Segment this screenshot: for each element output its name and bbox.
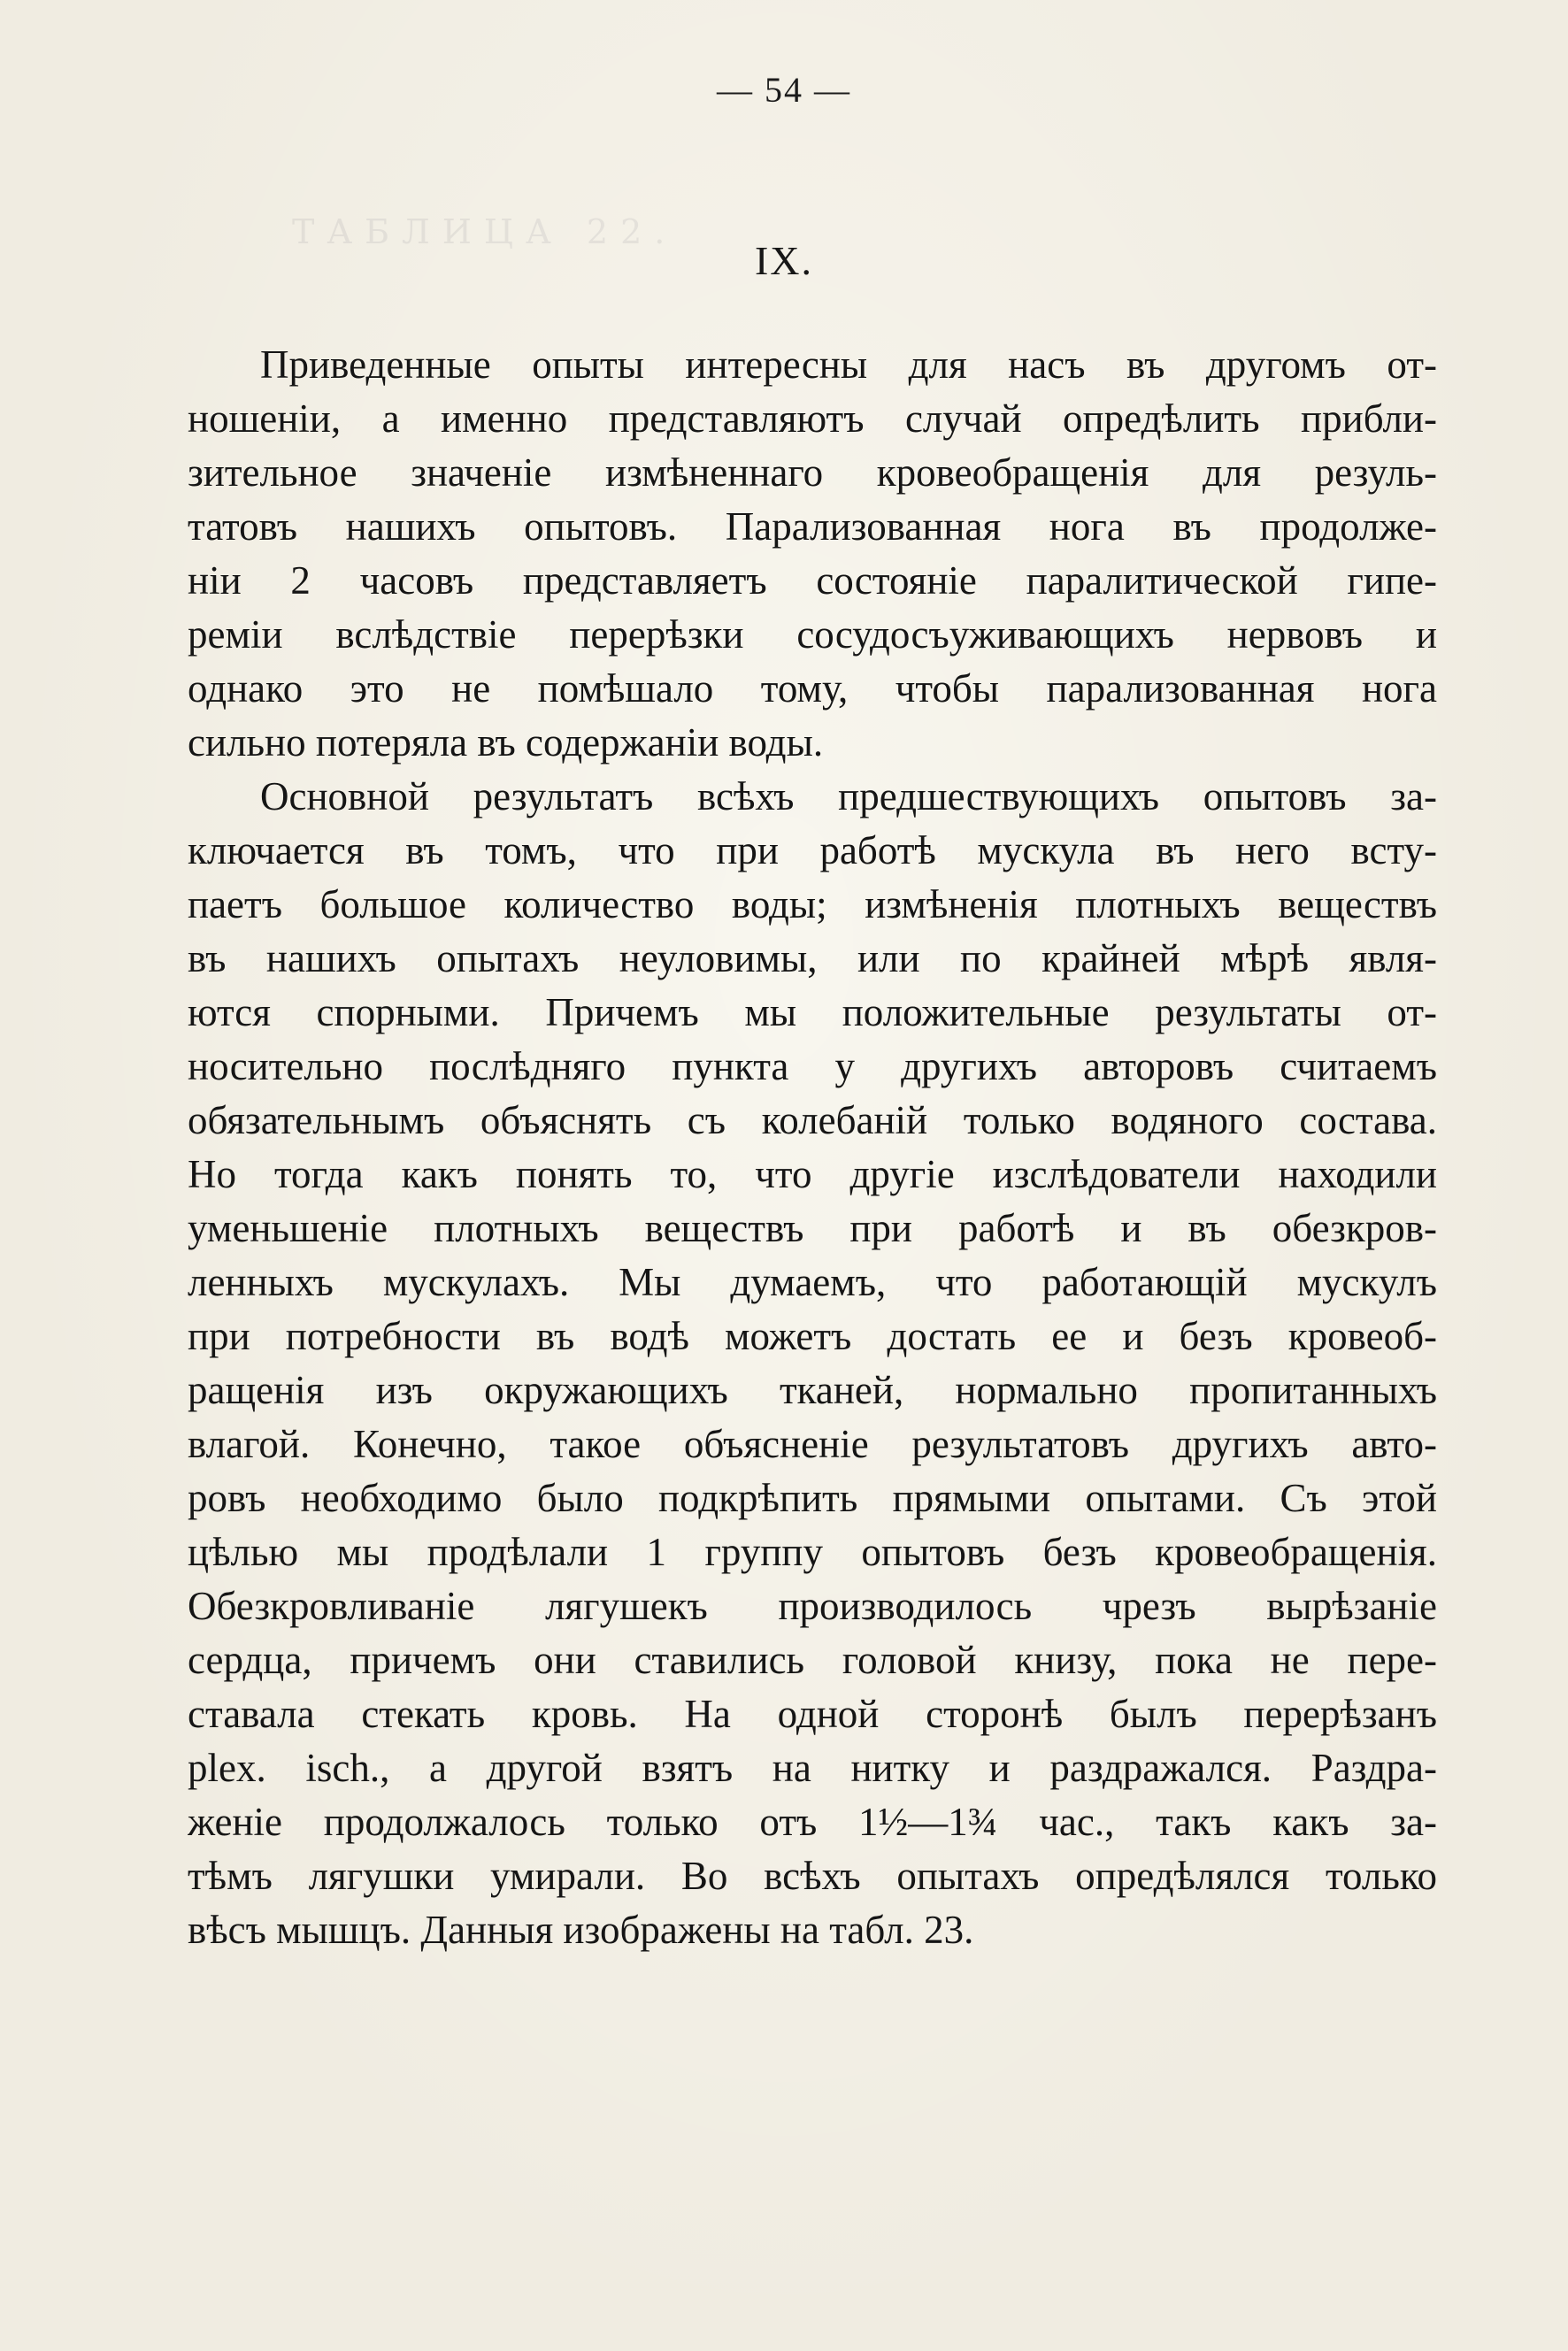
text-line: Приведенные опыты интересны для насъ въ другомъ от- [260,342,1437,387]
text-line: носительно послѣдняго пункта у другихъ авторовъ считаемъ [188,1044,1437,1088]
text-line: тѣмъ лягушки умирали. Во всѣхъ опытахъ опредѣлялся только [188,1854,1437,1898]
text-line: ключается въ томъ, что при работѣ мускула въ него всту- [188,828,1437,872]
text-line: сильно потеряла въ содержаніи воды. [188,720,824,764]
text-line: ношеніи, а именно представляютъ случай опредѣлить прибли- [188,396,1437,441]
page-number: — 54 — [717,70,851,110]
text-line: зительное значеніе измѣненнаго кровеобращенія для резуль- [188,450,1437,495]
text-line: влагой. Конечно, такое объясненіе результатовъ другихъ авто- [188,1422,1437,1466]
text-line: ставала стекать кровь. На одной сторонѣ былъ перерѣзанъ [188,1692,1437,1736]
text-line: вѣсъ мышцъ. Данныя изображены на табл. 23. [188,1908,974,1952]
text-line: татовъ нашихъ опытовъ. Парализованная нога въ продолже- [188,504,1437,549]
text-line: Основной результатъ всѣхъ предшествующихъ опытовъ за- [260,774,1437,818]
text-line: ніи 2 часовъ представляетъ состояніе паралитической гипе- [188,558,1437,603]
body-text [188,338,1437,1957]
text-line: реміи вслѣдствіе перерѣзки сосудосъуживающихъ нервовъ и [188,612,1437,657]
text-line: Но тогда какъ понять то, что другіе изслѣдователи находили [188,1152,1437,1196]
text-line: уменьшеніе плотныхъ веществъ при работѣ и въ обезкров- [188,1206,1437,1250]
text-line: Обезкровливаніе лягушекъ производилось чрезъ вырѣзаніе [188,1584,1437,1628]
text-line: ращенія изъ окружающихъ тканей, нормально пропитанныхъ [188,1368,1437,1412]
text-line: паетъ большое количество воды; измѣненія плотныхъ веществъ [188,882,1437,926]
text-line: цѣлью мы продѣлали 1 группу опытовъ безъ кровеобращенія. [188,1530,1437,1574]
text-line: ленныхъ мускулахъ. Мы думаемъ, что работающій мускулъ [188,1260,1437,1304]
text-line: ются спорными. Причемъ мы положительные результаты от- [188,990,1437,1034]
text-line: обязательнымъ объяснять съ колебаній только водяного состава. [188,1098,1437,1142]
text-line: однако это не помѣшало тому, чтобы парализованная нога [188,666,1437,711]
bleed-through-text: ТАБЛИЦА 22. [292,212,678,251]
text-line: женіе продолжалось только отъ 1½—1¾ час., такъ какъ за- [188,1800,1437,1844]
section-heading: IX. [754,238,814,283]
text-line: ровъ необходимо было подкрѣпить прямыми опытами. Съ этой [188,1476,1437,1520]
text-line: сердца, причемъ они ставились головой книзу, пока не пере- [188,1638,1437,1682]
text-line: въ нашихъ опытахъ неуловимы, или по крайней мѣрѣ явля- [188,936,1437,980]
text-line: при потребности въ водѣ можетъ достать ее и безъ кровеоб- [188,1314,1437,1358]
text-line: plex. isch., а другой взятъ на нитку и раздражался. Раздра- [188,1746,1437,1790]
